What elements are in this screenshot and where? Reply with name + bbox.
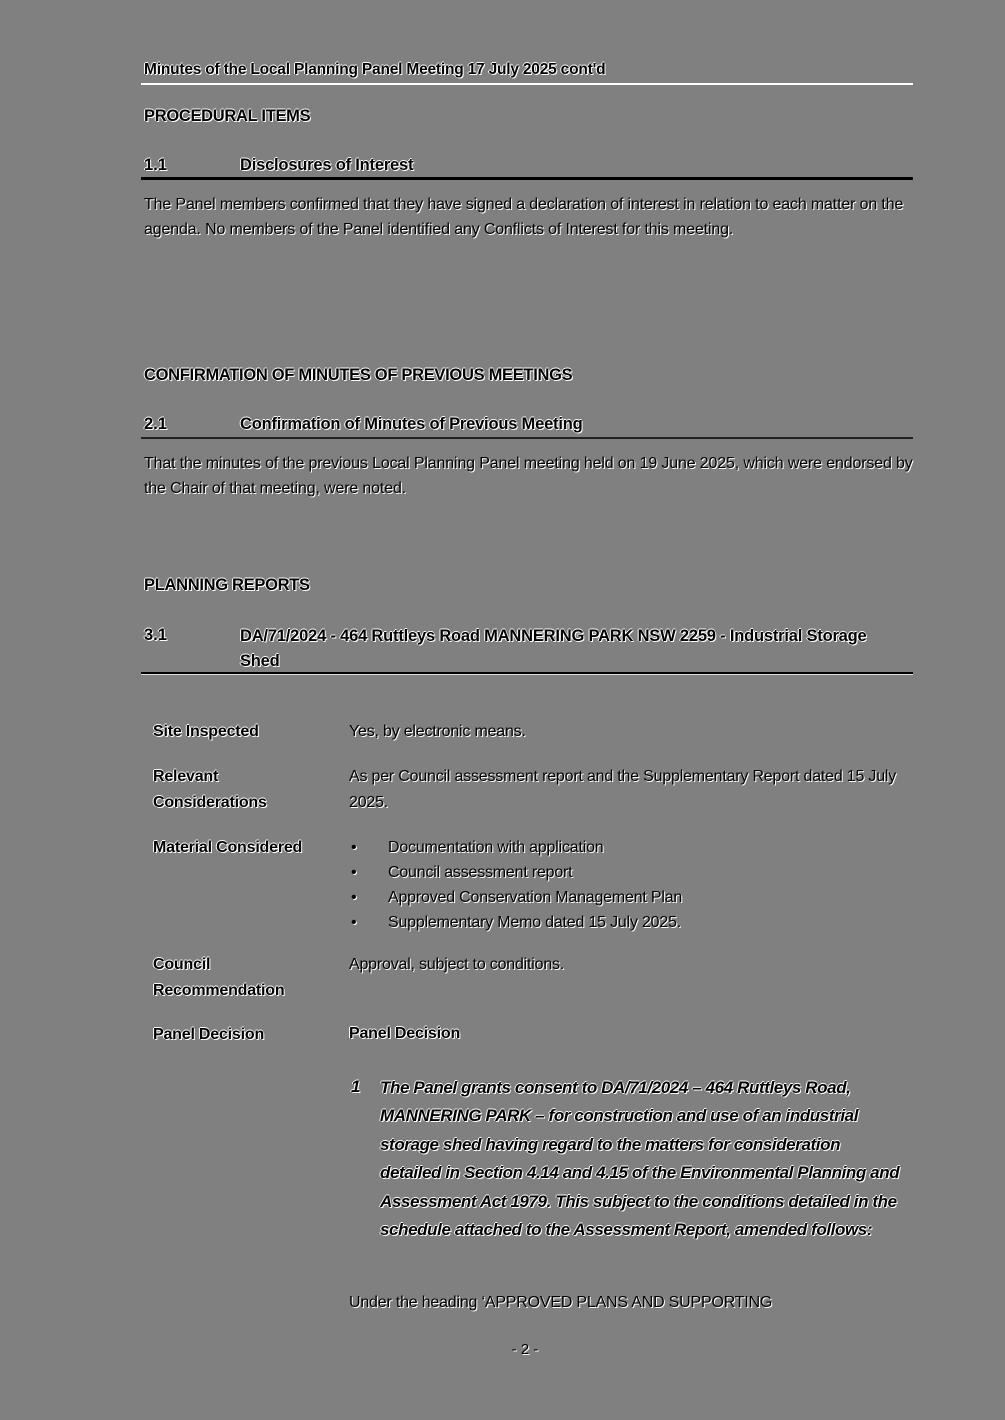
bullet-icon: • [351, 864, 357, 881]
item-body: That the minutes of the previous Local Planning Panel meeting held on 19 June 2025, which were endorsed by the Chair of that meeting, were noted. [144, 455, 913, 497]
label-line: Council [153, 956, 211, 973]
label-relevant-considerations [153, 764, 338, 816]
item-title: Disclosures of Interest [240, 156, 414, 174]
item-body: The Panel members confirmed that they have signed a declaration of interest in relation to each matter on the agenda. No members of the Panel identified any Conflicts of Interest for this meeting. [144, 196, 904, 238]
item-divider [141, 177, 913, 180]
bullet-icon: • [351, 914, 357, 931]
list-item: • Approved Conservation Management Plan [349, 885, 909, 910]
resolution-number: 1 [351, 1077, 361, 1096]
label-material-considered: Material Considered [153, 839, 303, 856]
resolution-text: The Panel grants consent to DA/71/2024 – 464 Ruttleys Road, MANNERING PARK – for construction and use of an industrial storage shed having regard to the matters for consideration detailed in Section 4.14 and 4.15 of the Environmental Planning and Assessment Act 1979. This subject to the conditions detailed in the schedule attached to the Assessment Report, amended follows: [380, 1078, 900, 1240]
label-line: Recommendation [153, 982, 285, 999]
item-title: DA/71/2024 - 464 Ruttleys Road MANNERING PARK NSW 2259 - Industrial Storage Shed [240, 627, 867, 670]
running-header: Minutes of the Local Planning Panel Meeting 17 July 2025 cont'd [144, 61, 606, 78]
label-panel-decision: Panel Decision [153, 1026, 265, 1043]
resolution-continuation: Under the heading ‘APPROVED PLANS AND SUPPORTING [349, 1294, 773, 1311]
list-item: • Documentation with application [349, 835, 909, 860]
label-site-inspected: Site Inspected [153, 723, 259, 740]
list-item: • Supplementary Memo dated 15 July 2025. [349, 910, 909, 935]
label-line: Relevant [153, 768, 219, 785]
value-site-inspected: Yes, by electronic means. [349, 723, 526, 740]
item-divider [141, 672, 913, 675]
panel-decision-heading: Panel Decision [349, 1025, 461, 1042]
label-council-recommendation [153, 952, 338, 1004]
header-divider [141, 83, 913, 85]
value-relevant-considerations: As per Council assessment report and the Supplementary Report dated 15 July 2025. [349, 768, 897, 811]
list-item: • Council assessment report [349, 860, 909, 885]
value-council-recommendation: Approval, subject to conditions. [349, 956, 565, 973]
label-line: Considerations [153, 794, 267, 811]
bullet-icon: • [351, 839, 357, 856]
item-divider [141, 437, 913, 439]
item-number: 3.1 [144, 626, 167, 644]
section-heading-planning: PLANNING REPORTS [144, 576, 310, 594]
page-number: - 2 - [511, 1341, 539, 1358]
material-considered-list [349, 835, 909, 935]
item-number: 1.1 [144, 156, 167, 174]
section-heading-procedural: PROCEDURAL ITEMS [144, 107, 311, 125]
bullet-icon: • [351, 889, 357, 906]
item-number: 2.1 [144, 415, 167, 433]
section-heading-confirmation: CONFIRMATION OF MINUTES OF PREVIOUS MEETINGS [144, 366, 573, 384]
item-title: Confirmation of Minutes of Previous Meeting [240, 415, 583, 433]
